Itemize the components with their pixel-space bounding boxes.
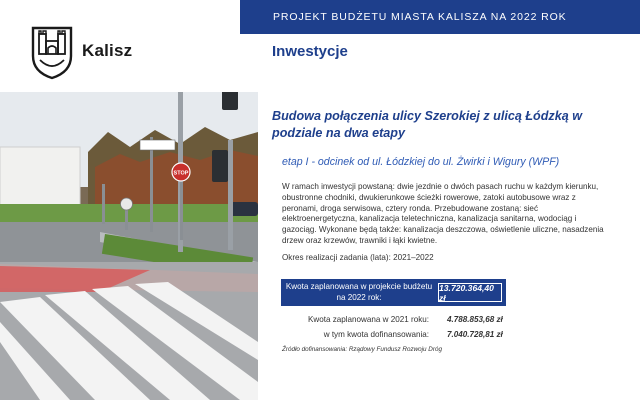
city-logo	[30, 22, 132, 80]
row-cofinancing-label: w tym kwota dofinansowania:	[323, 330, 429, 339]
row-cofinancing-value: 7.040.728,81 zł	[447, 330, 503, 339]
row-2021-label: Kwota zaplanowana w 2021 roku:	[307, 315, 429, 324]
header-band	[240, 0, 640, 34]
section-title: Inwestycje	[272, 43, 348, 60]
project-description: W ramach inwestycji powstaną: dwie jezdnie o dwóch pasach ruchu w każdym kierunku, obustronne chodniki, dwukierunkowe ścieżki rowerowe, zatoki autobusowe wraz z peronami, droga serwisowa, cztery ronda. Przebudowane zostaną: sieć elektroenergetyczna, kanalizacja teletechniczna, kanalizacja sanitarna, wodociąg i gazociąg. Wykonane będą także: kanalizacja deszczowa, oświetlenie uliczne, nasadzenia drzew oraz krzewów, trawniki i łąki kwietne.	[282, 182, 604, 245]
stop-sign-text: STOP	[173, 170, 189, 177]
street-photo	[0, 92, 258, 400]
project-stage: etap I - odcinek od ul. Łódzkiej do ul. Żwirki i Wigury (WPF)	[282, 156, 560, 168]
plan-label: Kwota zaplanowana w projekcie budżetu na 2022 rok:	[285, 282, 433, 302]
logo-text: Kalisz	[82, 41, 133, 60]
project-period: Okres realizacji zadania (lata): 2021–2022	[282, 253, 434, 262]
plan-value: 13.720.364,40 zł	[438, 283, 502, 302]
project-title: Budowa połączenia ulicy Szerokiej z ulicą Łódzką w podziale na dwa etapy	[272, 109, 583, 140]
castle-crest-icon	[30, 22, 74, 80]
header-band-text: PROJEKT BUDŻETU MIASTA KALISZA NA 2022 ROK	[273, 11, 567, 23]
left-panel	[0, 0, 258, 400]
row-2021-value: 4.788.853,68 zł	[447, 315, 503, 324]
budget-plan-box	[281, 279, 506, 306]
funding-source: Źródło dofinansowania: Rządowy Fundusz Rozwoju Dróg	[282, 346, 442, 353]
